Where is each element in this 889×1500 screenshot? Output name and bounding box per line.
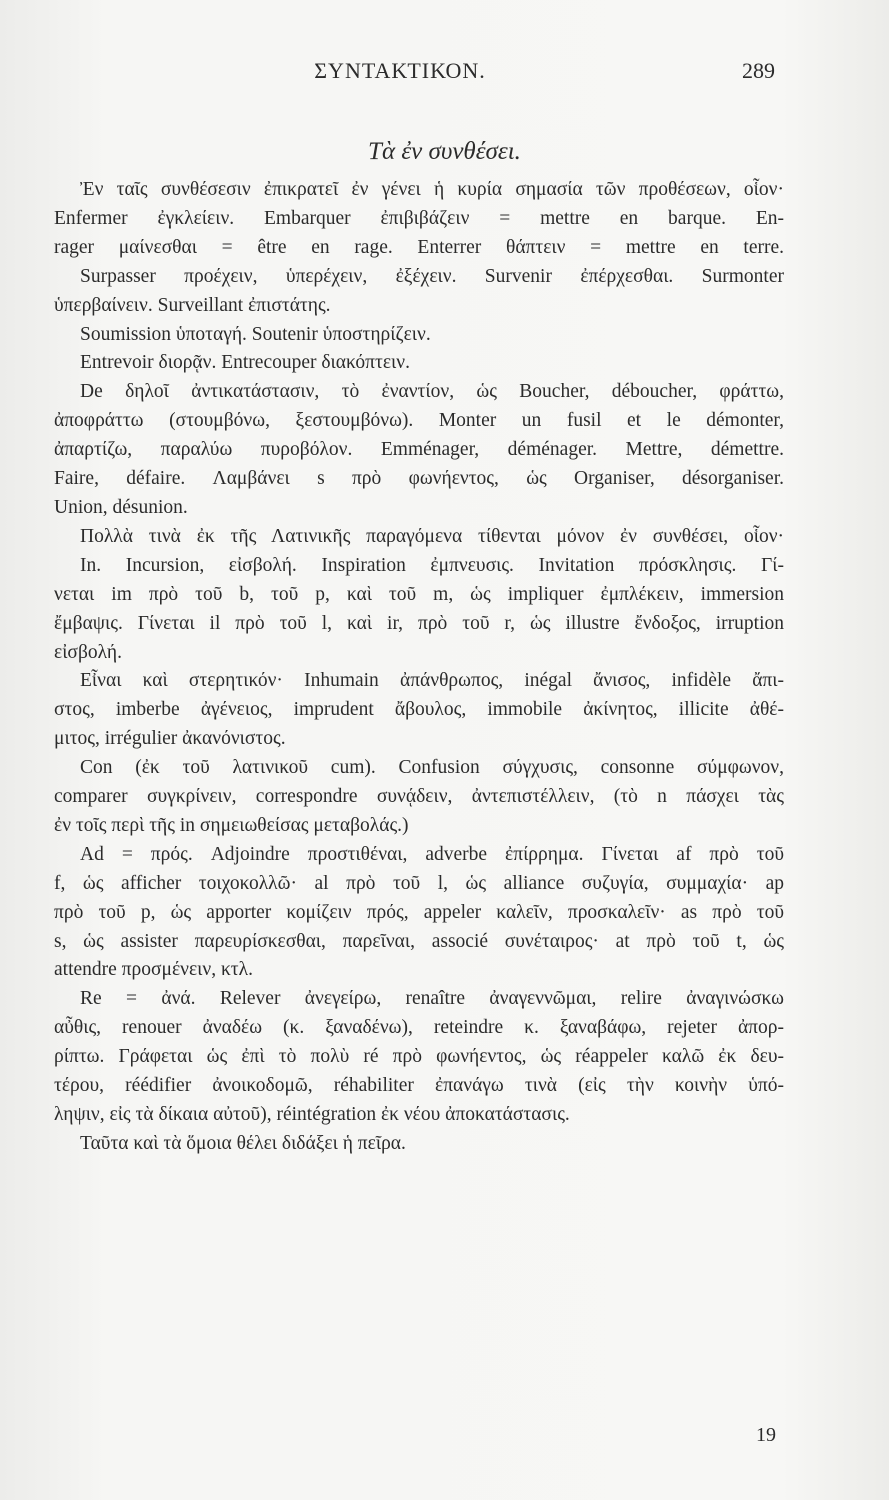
text-line: μιτος, irrégulier ἀκανόνιστος. — [54, 728, 286, 750]
text-line: στος, imberbe ἀγένειος, imprudent ἄβουλος, immobile ἀκίνητος, illicite ἀθέ- — [54, 699, 784, 721]
text-line: νεται im πρὸ τοῦ b, τοῦ p, καὶ τοῦ m, ὡς impliquer ἐμπλέκειν, immersion — [54, 583, 784, 605]
body-text — [54, 176, 784, 1159]
section-title: Τὰ ἐν συνθέσει. — [368, 138, 521, 165]
text-line: Soumission ὑποταγή. Soutenir ὑποστηρίζειν. — [80, 323, 431, 345]
text-line: εἰσβολή. — [54, 641, 122, 663]
text-line: τέρου, réédifier ἀνοικοδομῶ, réhabiliter ἐπανάγω τινὰ (εἰς τὴν κοινὴν ὑπό- — [54, 1075, 784, 1097]
text-line: Ταῦτα καὶ τὰ ὅμοια θέλει διδάξει ἡ πεῖρα. — [80, 1132, 406, 1154]
text-line: ἀπαρτίζω, παραλύω πυροβόλον. Emménager, déménager. Mettre, démettre. — [54, 439, 784, 461]
text-line: f, ὡς afficher τοιχοκολλῶ· al πρὸ τοῦ l, ὡς alliance συζυγία, συμμαχία· ap — [54, 872, 784, 894]
text-line: s, ὡς assister παρευρίσκεσθαι, παρεῖναι, associé συνέταιρος· at πρὸ τοῦ t, ὡς — [54, 930, 784, 952]
text-line: Re = ἀνά. Relever ἀνεγείρω, renaître ἀναγεννῶμαι, relire ἀναγινώσκω — [80, 988, 784, 1010]
text-line: ὑπερβαίνειν. Surveillant ἐπιστάτης. — [54, 294, 331, 316]
text-line: Union, désunion. — [54, 496, 188, 518]
text-line: πρὸ τοῦ p, ὡς apporter κομίζειν πρός, appeler καλεῖν, προσκαλεῖν· as πρὸ τοῦ — [54, 901, 784, 923]
text-line: αὖθις, renouer ἀναδέω (κ. ξαναδένω), reteindre κ. ξαναβάφω, rejeter ἀπορ- — [54, 1017, 784, 1039]
text-line: Ad = πρός. Adjoindre προστιθέναι, adverbe ἐπίρρημα. Γίνεται af πρὸ τοῦ — [80, 843, 784, 865]
text-line: Surpasser προέχειν, ὑπερέχειν, ἐξέχειν. Survenir ἐπέρχεσθαι. Surmonter — [80, 265, 784, 287]
text-line: Faire, défaire. Λαμβάνει s πρὸ φωνήεντος, ὡς Organiser, désorganiser. — [54, 468, 784, 490]
running-title: ΣΥΝΤΑΚΤΙΚΟΝ. — [314, 58, 486, 83]
text-line: ἀποφράττω (στουμβόνω, ξεστουμβόνω). Monter un fusil et le démonter, — [54, 410, 784, 432]
text-line: attendre προσμένειν, κτλ. — [54, 959, 253, 981]
text-line: comparer συγκρίνειν, correspondre συνᾴδειν, ἀντεπιστέλλειν, (τὸ n πάσχει τὰς — [54, 786, 784, 808]
text-line: ληψιν, εἰς τὰ δίκαια αὐτοῦ), réintégration ἐκ νέου ἀποκατάστασις. — [54, 1104, 570, 1125]
text-line: De δηλοῖ ἀντικατάστασιν, τὸ ἐναντίον, ὡς Boucher, déboucher, φράττω, — [80, 381, 784, 403]
text-line: Πολλὰ τινὰ ἐκ τῆς Λατινικῆς παραγόμενα τίθενται μόνον ἐν συνθέσει, οἷον· — [80, 525, 784, 547]
text-line: In. Incursion, εἰσβολή. Inspiration ἐμπνευσις. Invitation πρόσκλησις. Γί- — [80, 554, 784, 576]
text-line: ἔμβαψις. Γίνεται il πρὸ τοῦ l, καὶ ir, πρὸ τοῦ r, ὡς illustre ἔνδοξος, irruption — [54, 612, 784, 634]
text-line: ἐν τοῖς περὶ τῆς in σημειωθείσας μεταβολάς.) — [54, 814, 409, 836]
text-line: rager μαίνεσθαι = être en rage. Enterrer θάπτειν = mettre en terre. — [54, 236, 784, 258]
text-line: Con (ἐκ τοῦ λατινικοῦ cum). Confusion σύγχυσις, consonne σύμφωνον, — [80, 757, 784, 779]
page-number: 289 — [742, 58, 775, 83]
text-line: Ἐν ταῖς συνθέσεσιν ἐπικρατεῖ ἐν γένει ἡ κυρία σημασία τῶν προθέσεων, οἷον· — [80, 179, 784, 200]
text-line: Εἶναι καὶ στερητικόν· Inhumain ἀπάνθρωπος, inégal ἄνισος, infidèle ἄπι- — [80, 670, 784, 692]
running-head — [0, 58, 889, 88]
text-line: Enfermer ἐγκλείειν. Embarquer ἐπιβιβάζειν = mettre en barque. En- — [54, 207, 784, 229]
text-line: ρίπτω. Γράφεται ὡς ἐπὶ τὸ πολὺ ré πρὸ φωνήεντος, ὡς réappeler καλῶ ἐκ δευ- — [54, 1046, 784, 1068]
signature-mark: 19 — [756, 1424, 776, 1446]
text-line: Entrevoir διορᾷν. Entrecouper διακόπτειν. — [80, 352, 410, 374]
